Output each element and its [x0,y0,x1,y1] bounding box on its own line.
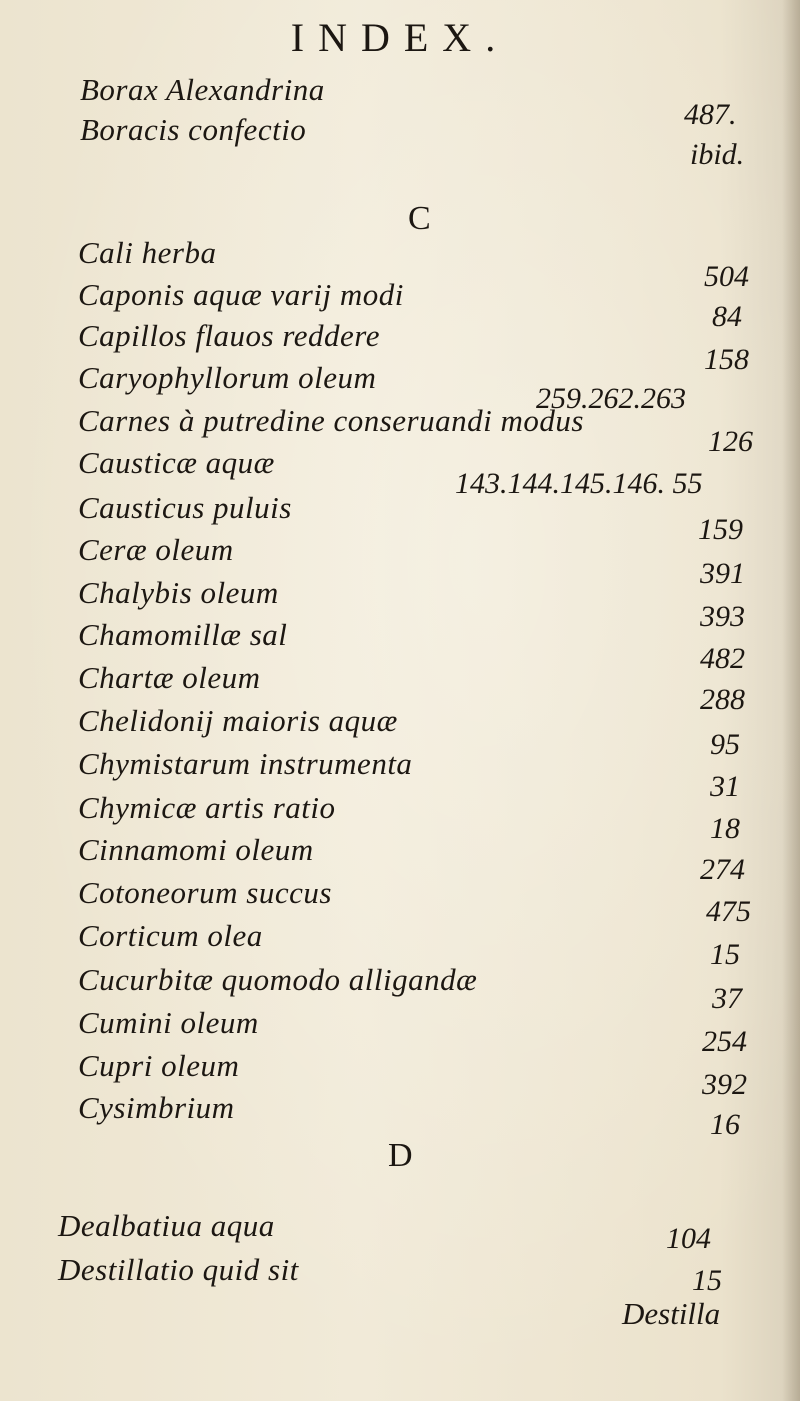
index-entry-page: 475 [706,895,751,928]
index-entry-page: 31 [710,770,740,803]
index-entry-page: 482 [700,642,745,675]
index-entry-page: 158 [704,343,749,376]
index-entry-term: Carnes à putredine conseruandi modus [78,403,584,438]
index-entry-term: Capillos flauos reddere [78,318,380,353]
index-entry-term: Cumini oleum [78,1005,259,1040]
index-entry-page: 15 [692,1264,722,1297]
index-entry-term: Chelidonij maioris aquæ [78,703,398,738]
index-entry-term: Chymistarum instrumenta [78,746,413,781]
index-entry-page: 487. [684,98,737,131]
section-letter: D [388,1137,413,1174]
index-entry-term: Cinnamomi oleum [78,832,314,867]
index-entry-page: 288 [700,683,745,716]
index-entry-page: 95 [710,728,740,761]
index-entry-page: 18 [710,812,740,845]
page-edge [782,0,800,1401]
index-entry-term: Cucurbitæ quomodo alligandæ [78,962,478,997]
index-entry-page: 259.262.263 [536,382,686,415]
index-entry-term: Caponis aquæ varij modi [78,277,404,312]
index-entry-term: Cali herba [78,235,217,270]
index-entry-page: 37 [712,982,742,1015]
index-entry-page: 393 [700,600,745,633]
index-entry-term: Boracis confectio [80,112,307,147]
index-entry-page: 391 [700,557,745,590]
index-entry-page: 159 [698,513,743,546]
catchword: Destilla [622,1296,721,1331]
index-entry-term: Chamomillæ sal [78,617,288,652]
index-entry-page: 254 [702,1025,747,1058]
index-entry-page: 104 [666,1222,711,1255]
index-entry-term: Corticum olea [78,918,263,953]
index-entry-term: Destillatio quid sit [58,1252,299,1287]
index-entry-term: Ceræ oleum [78,532,234,567]
index-entry-term: Cupri oleum [78,1048,240,1083]
index-entry-term: Chymicæ artis ratio [78,790,336,825]
index-entry-term: Chalybis oleum [78,575,279,610]
page-title: INDEX. [290,15,510,60]
index-entry-page: 15 [710,938,740,971]
index-entry-page: 126 [708,425,753,458]
index-entry-term: Caryophyllorum oleum [78,360,377,395]
index-entry-term: Chartæ oleum [78,660,261,695]
index-entry-page: 274 [700,853,745,886]
index-entry-page: 84 [712,300,742,333]
index-entry-term: Dealbatiua aqua [58,1208,275,1243]
index-entry-page: 16 [710,1108,740,1141]
index-entry-term: Causticus puluis [78,490,292,525]
index-entry-page: 392 [702,1068,747,1101]
index-entry-page: 504 [704,260,749,293]
index-entry-page: 143.144.145.146. 55 [455,467,703,500]
index-entry-term: Causticæ aquæ [78,445,275,480]
index-entry-term: Cotoneorum succus [78,875,332,910]
index-entry-term: Borax Alexandrina [80,72,325,107]
index-entry-page: ibid. [690,138,745,171]
section-letter: C [408,200,431,237]
index-entry-term: Cysimbrium [78,1090,235,1125]
